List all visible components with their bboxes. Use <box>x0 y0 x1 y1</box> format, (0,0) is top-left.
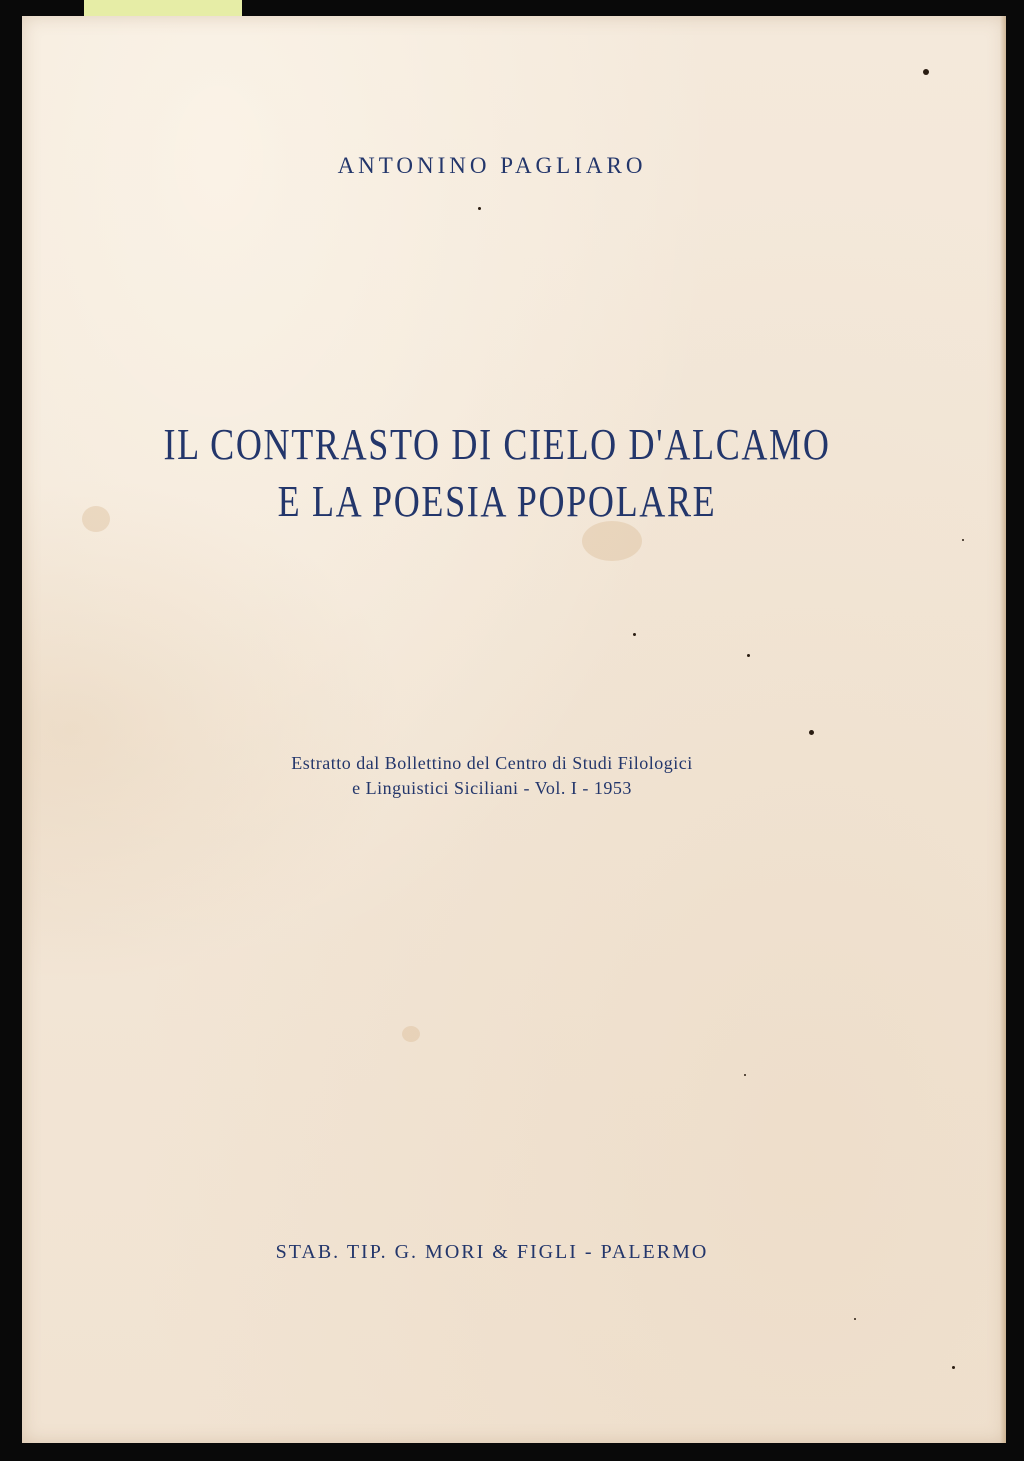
paper-speck <box>633 633 636 636</box>
paper-stain <box>582 521 642 561</box>
extract-line-1: Estratto dal Bollettino del Centro di Studi Filologici <box>291 753 693 773</box>
extract-line-2: e Linguistici Siciliani - Vol. I - 1953 <box>352 778 632 798</box>
document-page <box>22 16 1006 1443</box>
paper-speck <box>744 1074 746 1076</box>
paper-speck <box>854 1318 856 1320</box>
paper-stain <box>82 506 110 532</box>
paper-speck <box>923 69 929 75</box>
page-edge <box>1000 16 1006 1443</box>
title-line-1: IL CONTRASTO DI CIELO D'ALCAMO <box>163 420 831 469</box>
paper-speck <box>962 539 964 541</box>
paper-speck <box>952 1366 955 1369</box>
paper-speck <box>478 207 481 210</box>
title-line-2: E LA POESIA POPOLARE <box>277 477 717 526</box>
paper-stain <box>402 1026 420 1042</box>
scan-color-tab <box>84 0 242 17</box>
printer-imprint: STAB. TIP. G. MORI & FIGLI - PALERMO <box>275 1241 709 1263</box>
paper-speck <box>747 654 750 657</box>
paper-speck <box>809 730 814 735</box>
author-name: ANTONINO PAGLIARO <box>337 153 647 178</box>
